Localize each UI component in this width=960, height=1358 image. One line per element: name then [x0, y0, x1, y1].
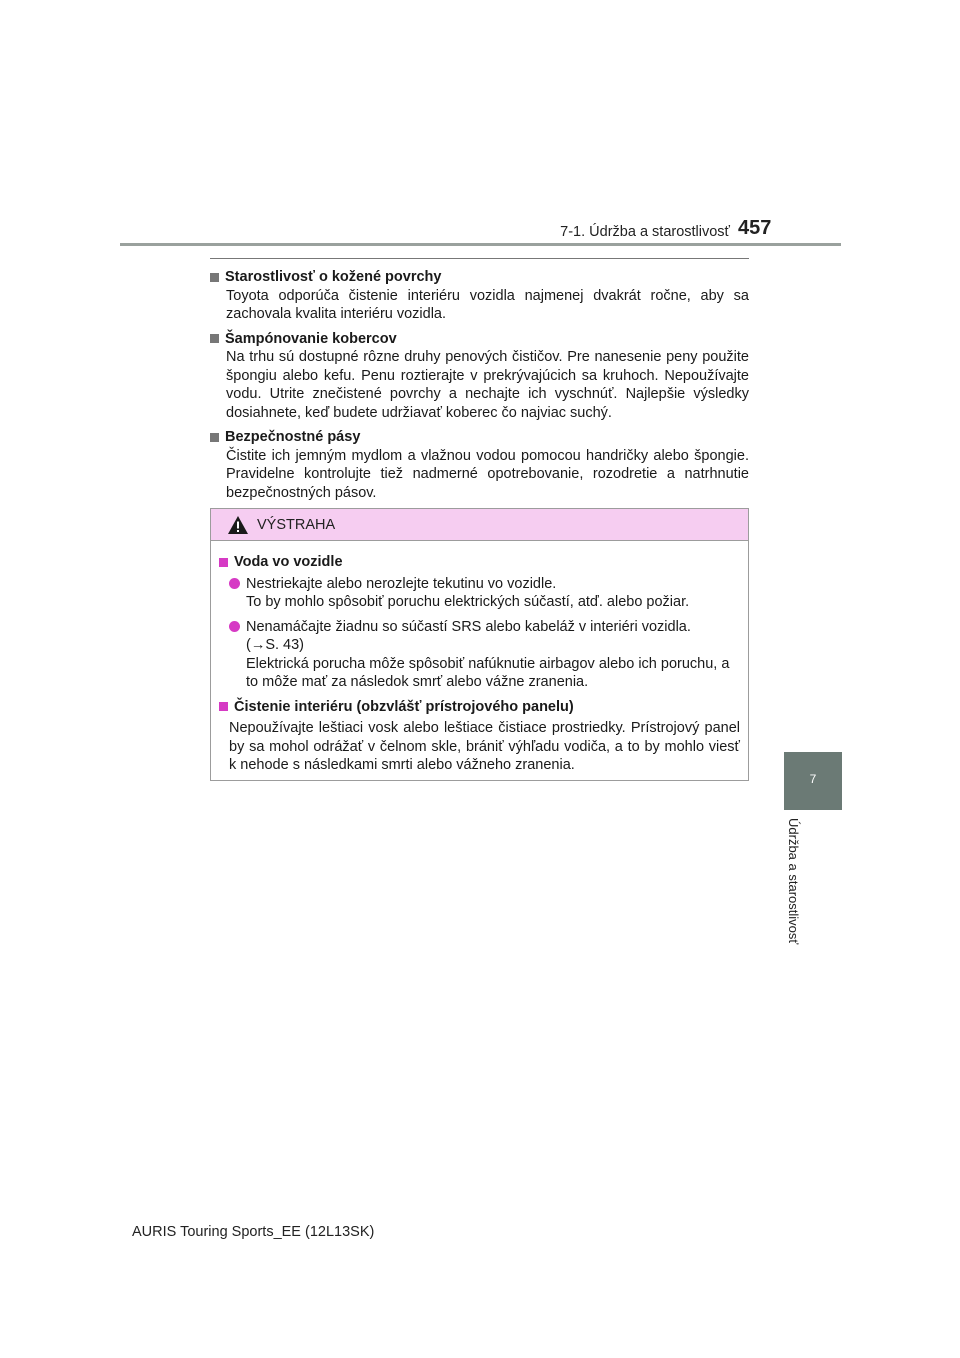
warning-subtitle-text: Voda vo vozidle: [234, 554, 343, 570]
section-title: [210, 268, 749, 287]
bullet-line: To by mohlo spôsobiť poruchu elektrických súčastí, atď. alebo požiar.: [246, 594, 690, 610]
section-title: [210, 428, 749, 447]
square-bullet-icon: [210, 273, 219, 282]
warning-paragraph: Nepoužívajte leštiaci vosk alebo leštiace čistiace prostriedky. Prístrojový panel by sa mohol odrážať v čelnom skle, brániť výhľadu vodiča, a to by mohlo viesť k nehode s následkami smrti alebo vážneho zranenia.: [229, 720, 740, 773]
round-bullet-icon: [229, 621, 240, 632]
section-title: [210, 330, 749, 349]
section-paragraph: Čistite ich jemným mydlom a vlažnou vodou pomocou handričky alebo špongie. Pravidelne kontrolujte tiež nadmerné opotrebovanie, rozodretie a natrhnutie bezpečnostných pásov.: [226, 447, 749, 501]
square-bullet-icon: [219, 558, 228, 567]
warning-triangle-icon: [227, 515, 249, 535]
bullet-line: Nenamáčajte žiadnu so súčastí SRS alebo kabeláž v interiéri vozidla.: [246, 618, 691, 635]
main-content: [210, 266, 749, 508]
warning-body: [211, 541, 748, 775]
header-rule: [120, 243, 841, 246]
header-section-title: 7-1. Údržba a starostlivosť: [560, 224, 730, 240]
page-reference: (→S. 43): [246, 637, 305, 653]
section-title-text: Šampónovanie kobercov: [225, 330, 397, 347]
warning-label: VÝSTRAHA: [257, 517, 336, 533]
footer-text: AURIS Touring Sports_EE (12L13SK): [132, 1224, 375, 1240]
warning-bullet: [229, 618, 740, 692]
section-title-text: Starostlivosť o kožené povrchy: [225, 269, 442, 285]
square-bullet-icon: [210, 433, 219, 442]
chapter-tab: [784, 752, 842, 810]
square-bullet-icon: [210, 334, 219, 343]
chapter-number: 7: [809, 772, 817, 786]
page-number: 457: [738, 217, 772, 239]
content-top-rule: [210, 258, 749, 259]
warning-header: [211, 509, 748, 541]
warning-subtitle: [219, 698, 740, 717]
chapter-label: Údržba a starostlivosť: [786, 818, 801, 945]
square-bullet-icon: [219, 702, 228, 711]
section-paragraph: Toyota odporúča čistenie interiéru vozidla najmenej dvakrát ročne, aby sa zachovala kvalita interiéru vozidla.: [226, 287, 749, 322]
section-paragraph: Na trhu sú dostupné rôzne druhy penových čističov. Pre nanesenie peny použite špongiu alebo kefu. Penu roztierajte v prekrývajúcich sa kruhoch. Nepoužívajte vodu. Utrite znečistené povrchy a nechajte ich vyschnúť. Najlepšie výsledky dosiahnete, keď budete udržiavať koberec čo najviac suchý.: [226, 349, 749, 421]
warning-bullet: [229, 575, 740, 612]
warning-subtitle: [219, 553, 740, 572]
warning-subtitle-text: Čistenie interiéru (obzvlášť prístrojového panelu): [234, 698, 574, 715]
bullet-line: Elektrická porucha môže spôsobiť nafúknutie airbagov alebo ich poruchu, a to môže mať za následok smrť alebo vážne zranenia.: [246, 655, 730, 690]
section-title-text: Bezpečnostné pásy: [225, 429, 361, 445]
round-bullet-icon: [229, 578, 240, 589]
warning-box: [210, 508, 749, 781]
bullet-line: Nestriekajte alebo nerozlejte tekutinu vo vozidle.: [246, 575, 557, 592]
